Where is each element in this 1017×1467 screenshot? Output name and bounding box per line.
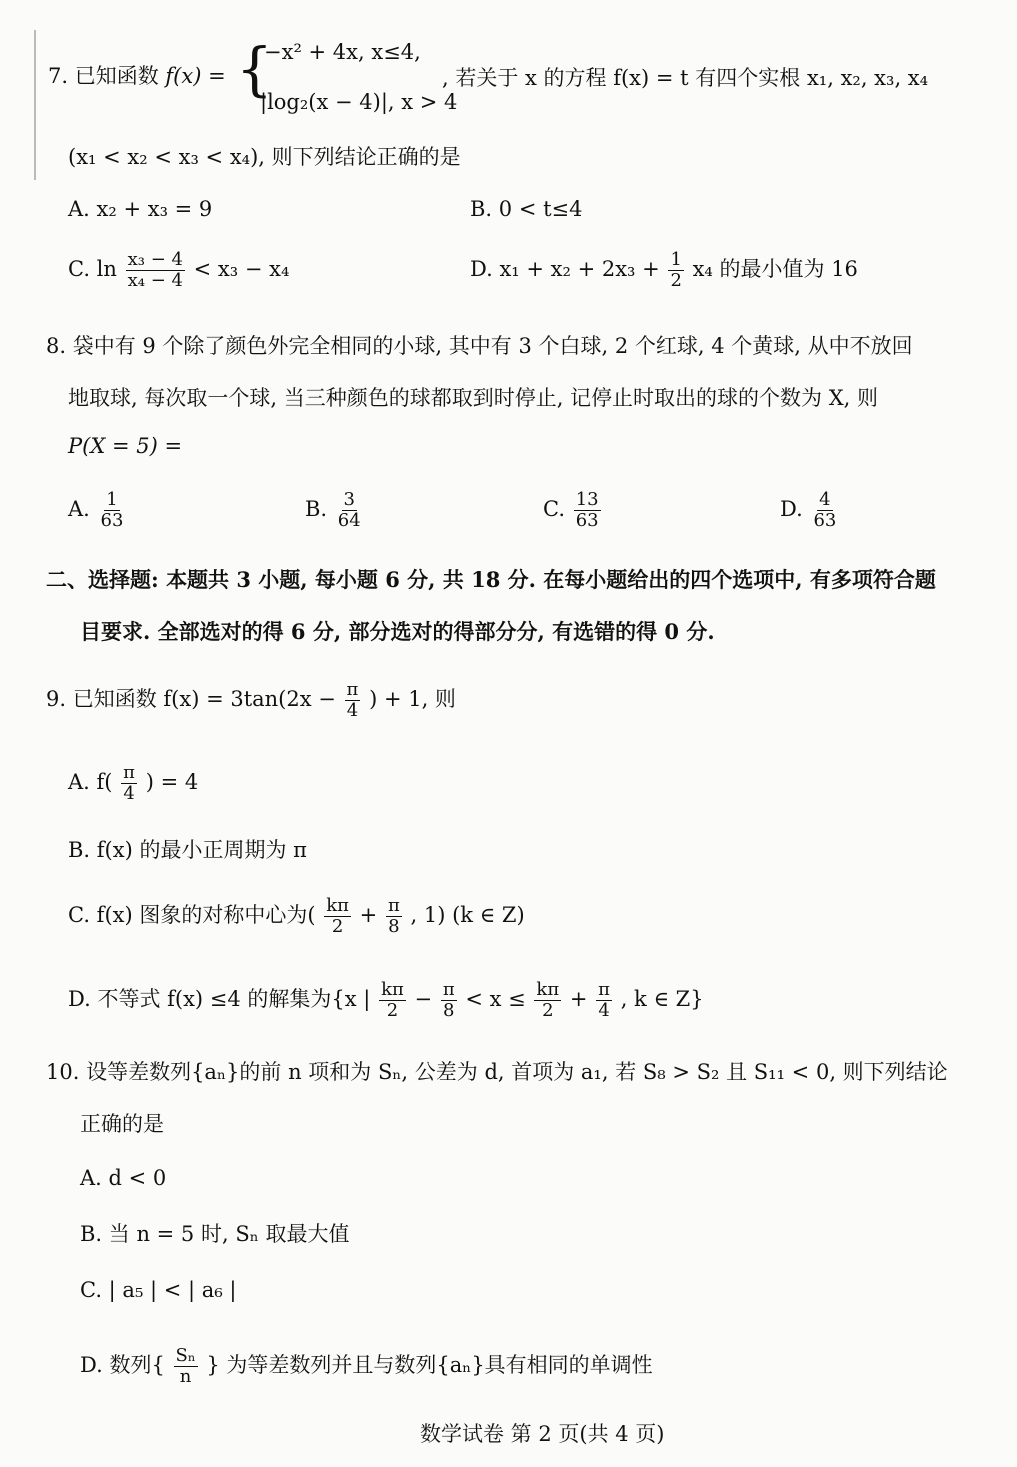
q10-option-d (80, 1346, 653, 1387)
q7-d-prefix: D. x₁ + x₂ + 2x₃ + (470, 257, 660, 281)
q8-a-label: A. (68, 497, 90, 521)
q7-option-d (470, 250, 858, 291)
q9-d-inequality: < x ≤ (465, 987, 526, 1011)
q7-d-fraction (668, 250, 683, 291)
q10-d-numerator: Sₙ (175, 1345, 196, 1366)
q8-option-a (68, 490, 127, 531)
q9-d-numerator-3: kπ (536, 979, 560, 1000)
q7-d-suffix: x₄ 的最小值为 16 (692, 257, 858, 281)
q9-d-plus: + (569, 987, 588, 1011)
q9-a-denominator: 4 (123, 783, 135, 804)
q9-stem-fraction (345, 680, 361, 721)
q9-d-numerator-4: π (598, 979, 610, 1000)
q8-b-numerator: 3 (343, 489, 355, 510)
q9-d-fraction-3 (534, 980, 561, 1021)
q9-c-fraction-2 (386, 896, 402, 937)
q9-d-fraction-1 (379, 980, 406, 1021)
q9-stem-numerator: π (346, 679, 359, 700)
q7-c-fraction (126, 250, 185, 291)
q9-option-c (68, 896, 525, 937)
q8-d-fraction (811, 490, 838, 531)
q7-c-prefix: C. ln (68, 257, 117, 281)
q9-a-fraction (121, 763, 137, 804)
q8-d-numerator: 4 (819, 489, 831, 510)
page-edge-mark (34, 30, 36, 180)
q9-d-fraction-4 (596, 980, 612, 1021)
q9-c-plus: + (359, 903, 378, 927)
q7-lead-text: 7. 已知函数 (48, 64, 159, 88)
q9-d-fraction-2 (441, 980, 457, 1021)
q8-c-label: C. (543, 497, 565, 521)
section2-heading-line2: 目要求. 全部选对的得 6 分, 部分选对的得部分分, 有选错的得 0 分. (80, 619, 715, 644)
q9-stem-suffix: ) + 1, 则 (369, 687, 456, 711)
q8-c-numerator: 13 (575, 489, 599, 510)
q9-d-prefix: D. 不等式 f(x) ≤4 的解集为{x | (68, 987, 371, 1011)
q7-c-suffix: < x₃ − x₄ (193, 257, 290, 281)
q9-d-minus: − (414, 987, 433, 1011)
q9-d-denominator-1: 2 (386, 1000, 399, 1021)
q8-line1: 8. 袋中有 9 个除了颜色外完全相同的小球, 其中有 3 个白球, 2 个红球, 4 个黄球, 从中不放回 (46, 334, 913, 358)
q9-option-b: B. f(x) 的最小正周期为 π (68, 838, 307, 862)
q9-d-suffix: , k ∈ Z} (620, 987, 704, 1011)
q10-option-c: C. | a₅ | < | a₆ | (80, 1278, 237, 1302)
section2-heading-line1: 二、选择题: 本题共 3 小题, 每小题 6 分, 共 18 分. 在每小题给出的四个选项中, 有多项符合题 (46, 567, 936, 592)
q10-line2: 正确的是 (80, 1112, 164, 1136)
q10-option-a: A. d < 0 (80, 1166, 167, 1190)
q8-line3: P(X = 5) = (68, 434, 183, 458)
q9-c-prefix: C. f(x) 图象的对称中心为( (68, 903, 316, 927)
q10-d-suffix: } 为等差数列并且与数列{aₙ}具有相同的单调性 (206, 1353, 653, 1377)
q9-c-suffix: , 1) (k ∈ Z) (410, 903, 525, 927)
q7-mid: , 若关于 x 的方程 f(x) = t 有四个实根 x₁, x₂, x₃, x₄ (442, 66, 929, 90)
q7-option-b: B. 0 < t≤4 (470, 197, 583, 221)
q9-a-numerator: π (123, 762, 136, 783)
q8-a-fraction (99, 490, 126, 531)
q9-d-denominator-3: 2 (542, 1000, 554, 1021)
q9-option-a (68, 763, 198, 804)
q9-c-numerator-1: kπ (326, 895, 349, 916)
q8-d-label: D. (780, 497, 803, 521)
q9-stem-denominator: 4 (346, 700, 359, 721)
q7-c-numerator: x₃ − 4 (127, 249, 183, 270)
q9-stem (46, 680, 456, 721)
page-footer: 数学试卷 第 2 页(共 4 页) (420, 1422, 665, 1446)
q7-case1: −x² + 4x, x≤4, (264, 40, 421, 64)
q8-c-denominator: 63 (575, 510, 599, 531)
q7-d-denominator: 2 (670, 270, 682, 291)
q8-b-denominator: 64 (337, 510, 361, 531)
q9-d-denominator-4: 4 (598, 1000, 610, 1021)
q10-d-denominator: n (179, 1366, 192, 1387)
q8-option-b (305, 490, 365, 531)
q7-fx: f(x) = (165, 64, 226, 88)
q9-a-suffix: ) = 4 (145, 770, 199, 794)
q8-option-d (780, 490, 840, 531)
q9-d-numerator-1: kπ (381, 979, 404, 1000)
q9-option-d (68, 980, 704, 1021)
q7-d-numerator: 1 (670, 249, 682, 270)
q8-b-fraction (336, 490, 363, 531)
q7-c-denominator: x₄ − 4 (127, 270, 183, 291)
q7-lead (48, 62, 226, 90)
q10-option-b: B. 当 n = 5 时, Sₙ 取最大值 (80, 1222, 350, 1246)
q9-c-numerator-2: π (387, 895, 400, 916)
q9-stem-prefix: 9. 已知函数 f(x) = 3tan(2x − (46, 687, 336, 711)
q8-option-c (543, 490, 603, 531)
q9-d-denominator-2: 8 (443, 1000, 455, 1021)
q8-b-label: B. (305, 497, 328, 521)
q7-option-c (68, 250, 289, 291)
q7-case2: |log₂(x − 4)|, x > 4 (260, 90, 458, 114)
q9-c-denominator-2: 8 (388, 916, 400, 937)
q8-a-numerator: 1 (106, 489, 118, 510)
q8-a-denominator: 63 (100, 510, 124, 531)
q7-continuation: (x₁ < x₂ < x₃ < x₄), 则下列结论正确的是 (68, 145, 461, 169)
q8-c-fraction (574, 490, 601, 531)
q9-c-fraction-1 (324, 896, 351, 937)
q8-line2: 地取球, 每次取一个球, 当三种颜色的球都取到时停止, 记停止时取出的球的个数为 X, 则 (68, 386, 879, 410)
q9-c-denominator-1: 2 (331, 916, 344, 937)
q7-option-a: A. x₂ + x₃ = 9 (68, 197, 213, 221)
q8-d-denominator: 63 (813, 510, 837, 531)
q10-d-prefix: D. 数列{ (80, 1353, 165, 1377)
q9-d-numerator-2: π (442, 979, 455, 1000)
q10-line1: 10. 设等差数列{aₙ}的前 n 项和为 Sₙ, 公差为 d, 首项为 a₁, 若 S₈ > S₂ 且 S₁₁ < 0, 则下列结论 (46, 1060, 948, 1084)
q7-brace: { (236, 35, 273, 103)
q9-a-prefix: A. f( (68, 770, 113, 794)
q10-d-fraction (174, 1346, 198, 1387)
